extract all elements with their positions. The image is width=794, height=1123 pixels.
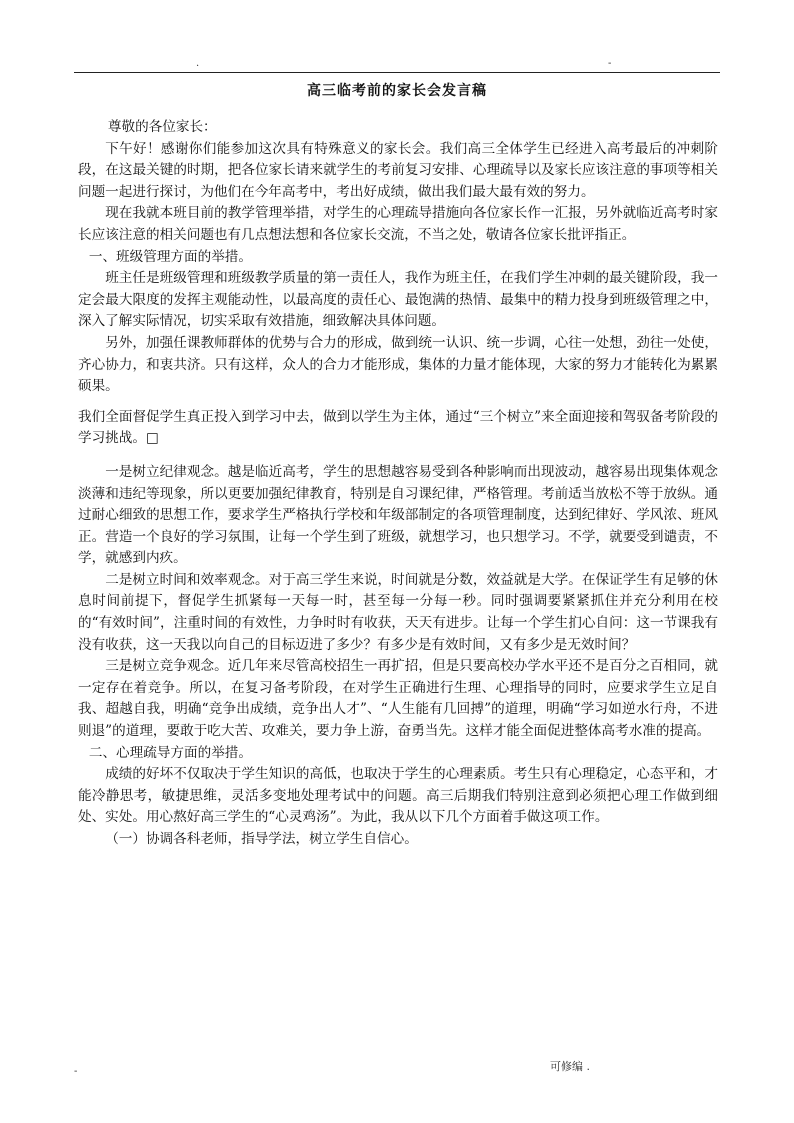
- salutation: 尊敬的各位家长：: [107, 119, 217, 135]
- paragraph-psychology: 成绩的好坏不仅取决于学生知识的高低，也取决于学生的心理素质。考生只有心理稳定，心态平和，才能冷静思考，敏捷思维，灵活多变地处理考试中的问题。高三后期我们特别注意到必须把心理工作做到细处、实处。用心熬好高三学生的“心灵鸡汤”。为此，我从以下几个方面着手做这项工作。: [78, 766, 718, 826]
- document-title: 高三临考前的家长会发言稿: [307, 83, 487, 99]
- header-left-mark: .: [196, 58, 200, 69]
- placeholder-glyph: □: [145, 430, 159, 447]
- paragraph-teacher-group: 另外，加强任课教师群体的优势与合力的形成，做到统一认识、统一步调，心往一处想，劲往一处使，齐心协力，和衷共济。只有这样，众人的合力才能形成，集体的力量才能体现，大家的努力才能转化为累累硕果。: [78, 334, 718, 395]
- paragraph-intro: 现在我就本班目前的教学管理举措，对学生的心理疏导措施向各位家长作一汇报，另外就临近高考时家长应该注意的相关问题也有几点想法想和各位家长交流，不当之处，敬请各位家长批评指正。: [78, 205, 718, 243]
- document-body: [78, 117, 718, 851]
- subsection-heading-1: （一）协调各科老师，指导学法，树立学生自信心。: [105, 831, 418, 847]
- section-heading-psychology: 二、心理疏导方面的举措。: [88, 744, 252, 761]
- section-heading-class-management: 一、班级管理方面的举措。: [88, 248, 252, 265]
- paragraph-head-teacher: 班主任是班级管理和班级教学质量的第一责任人，我作为班主任，在我们学生冲刺的最关键阶段，我一定会最大限度的发挥主观能动性，以最高度的责任心、最饱满的热情、最集中的精力投身到班级管理之中，深入了解实际情况，切实采取有效措施，细致解决具体问题。: [78, 270, 718, 330]
- paragraph-greeting: 下午好！感谢你们能参加这次具有特殊意义的家长会。我们高三全体学生已经进入高考最后的冲刺阶段，在这最关键的时期，把各位家长请来就学生的考前复习安排、心理疏导以及家长应该注意的事项等相关问题一起进行探讨，为他们在今年高考中，考出好成绩，做出我们最大最有效的努力。: [78, 140, 718, 200]
- paragraph-three-establish: 我们全面督促学生真正投入到学习中去，做到以学生为主体，通过“三个树立”来全面迎接和驾驭备考阶段的学习挑战。□: [78, 408, 718, 447]
- header-rule: [74, 72, 720, 73]
- paragraph-discipline: 一是树立纪律观念。越是临近高考，学生的思想越容易受到各种影响而出现波动，越容易出现集体观念淡薄和违纪等现象，所以更要加强纪律教育，特别是自习课纪律，严格管理。考前适当放松不等于放纵。通过耐心细致的思想工作，要求学生严格执行学校和年级部制定的各项管理制度，达到纪律好、学风浓、班风正。营造一个良好的学习氛围，让每一个学生到了班级，就想学习，也只想学习。不学，就要受到谴责，不学，就感到内疚。: [78, 463, 718, 567]
- footer-editable-note: 可修编 .: [550, 1060, 590, 1073]
- footer-left-mark: -: [74, 1066, 78, 1077]
- header-right-mark: -: [608, 58, 612, 69]
- paragraph-competition: 三是树立竞争观念。近几年来尽管高校招生一再扩招，但是只要高校办学水平还不是百分之百相同，就一定存在着竞争。所以，在复习备考阶段，在对学生正确进行生理、心理指导的同时，应要求学生立足自我、超越自我，明确“竞争出成绩，竞争出人才”、“人生能有几回搏”的道理，明确“学习如逆水行舟，不进则退”的道理，要敢于吃大苦、攻难关，要力争上游，奋勇当先。这样才能全面促进整体高考水准的提高。: [78, 658, 718, 740]
- paragraph-time-efficiency: 二是树立时间和效率观念。对于高三学生来说，时间就是分数，效益就是大学。在保证学生有足够的休息时间前提下，督促学生抓紧每一天每一时，甚至每一分每一秒。同时强调要紧紧抓住并充分利用在校的“有效时间”，注重时间的有效性，力争时时有收获，天天有进步。让每一个学生扪心自问：这一节课我有没有收获，这一天我以向自己的目标迈进了多少？有多少是有效时间，又有多少是无效时间？: [78, 571, 718, 653]
